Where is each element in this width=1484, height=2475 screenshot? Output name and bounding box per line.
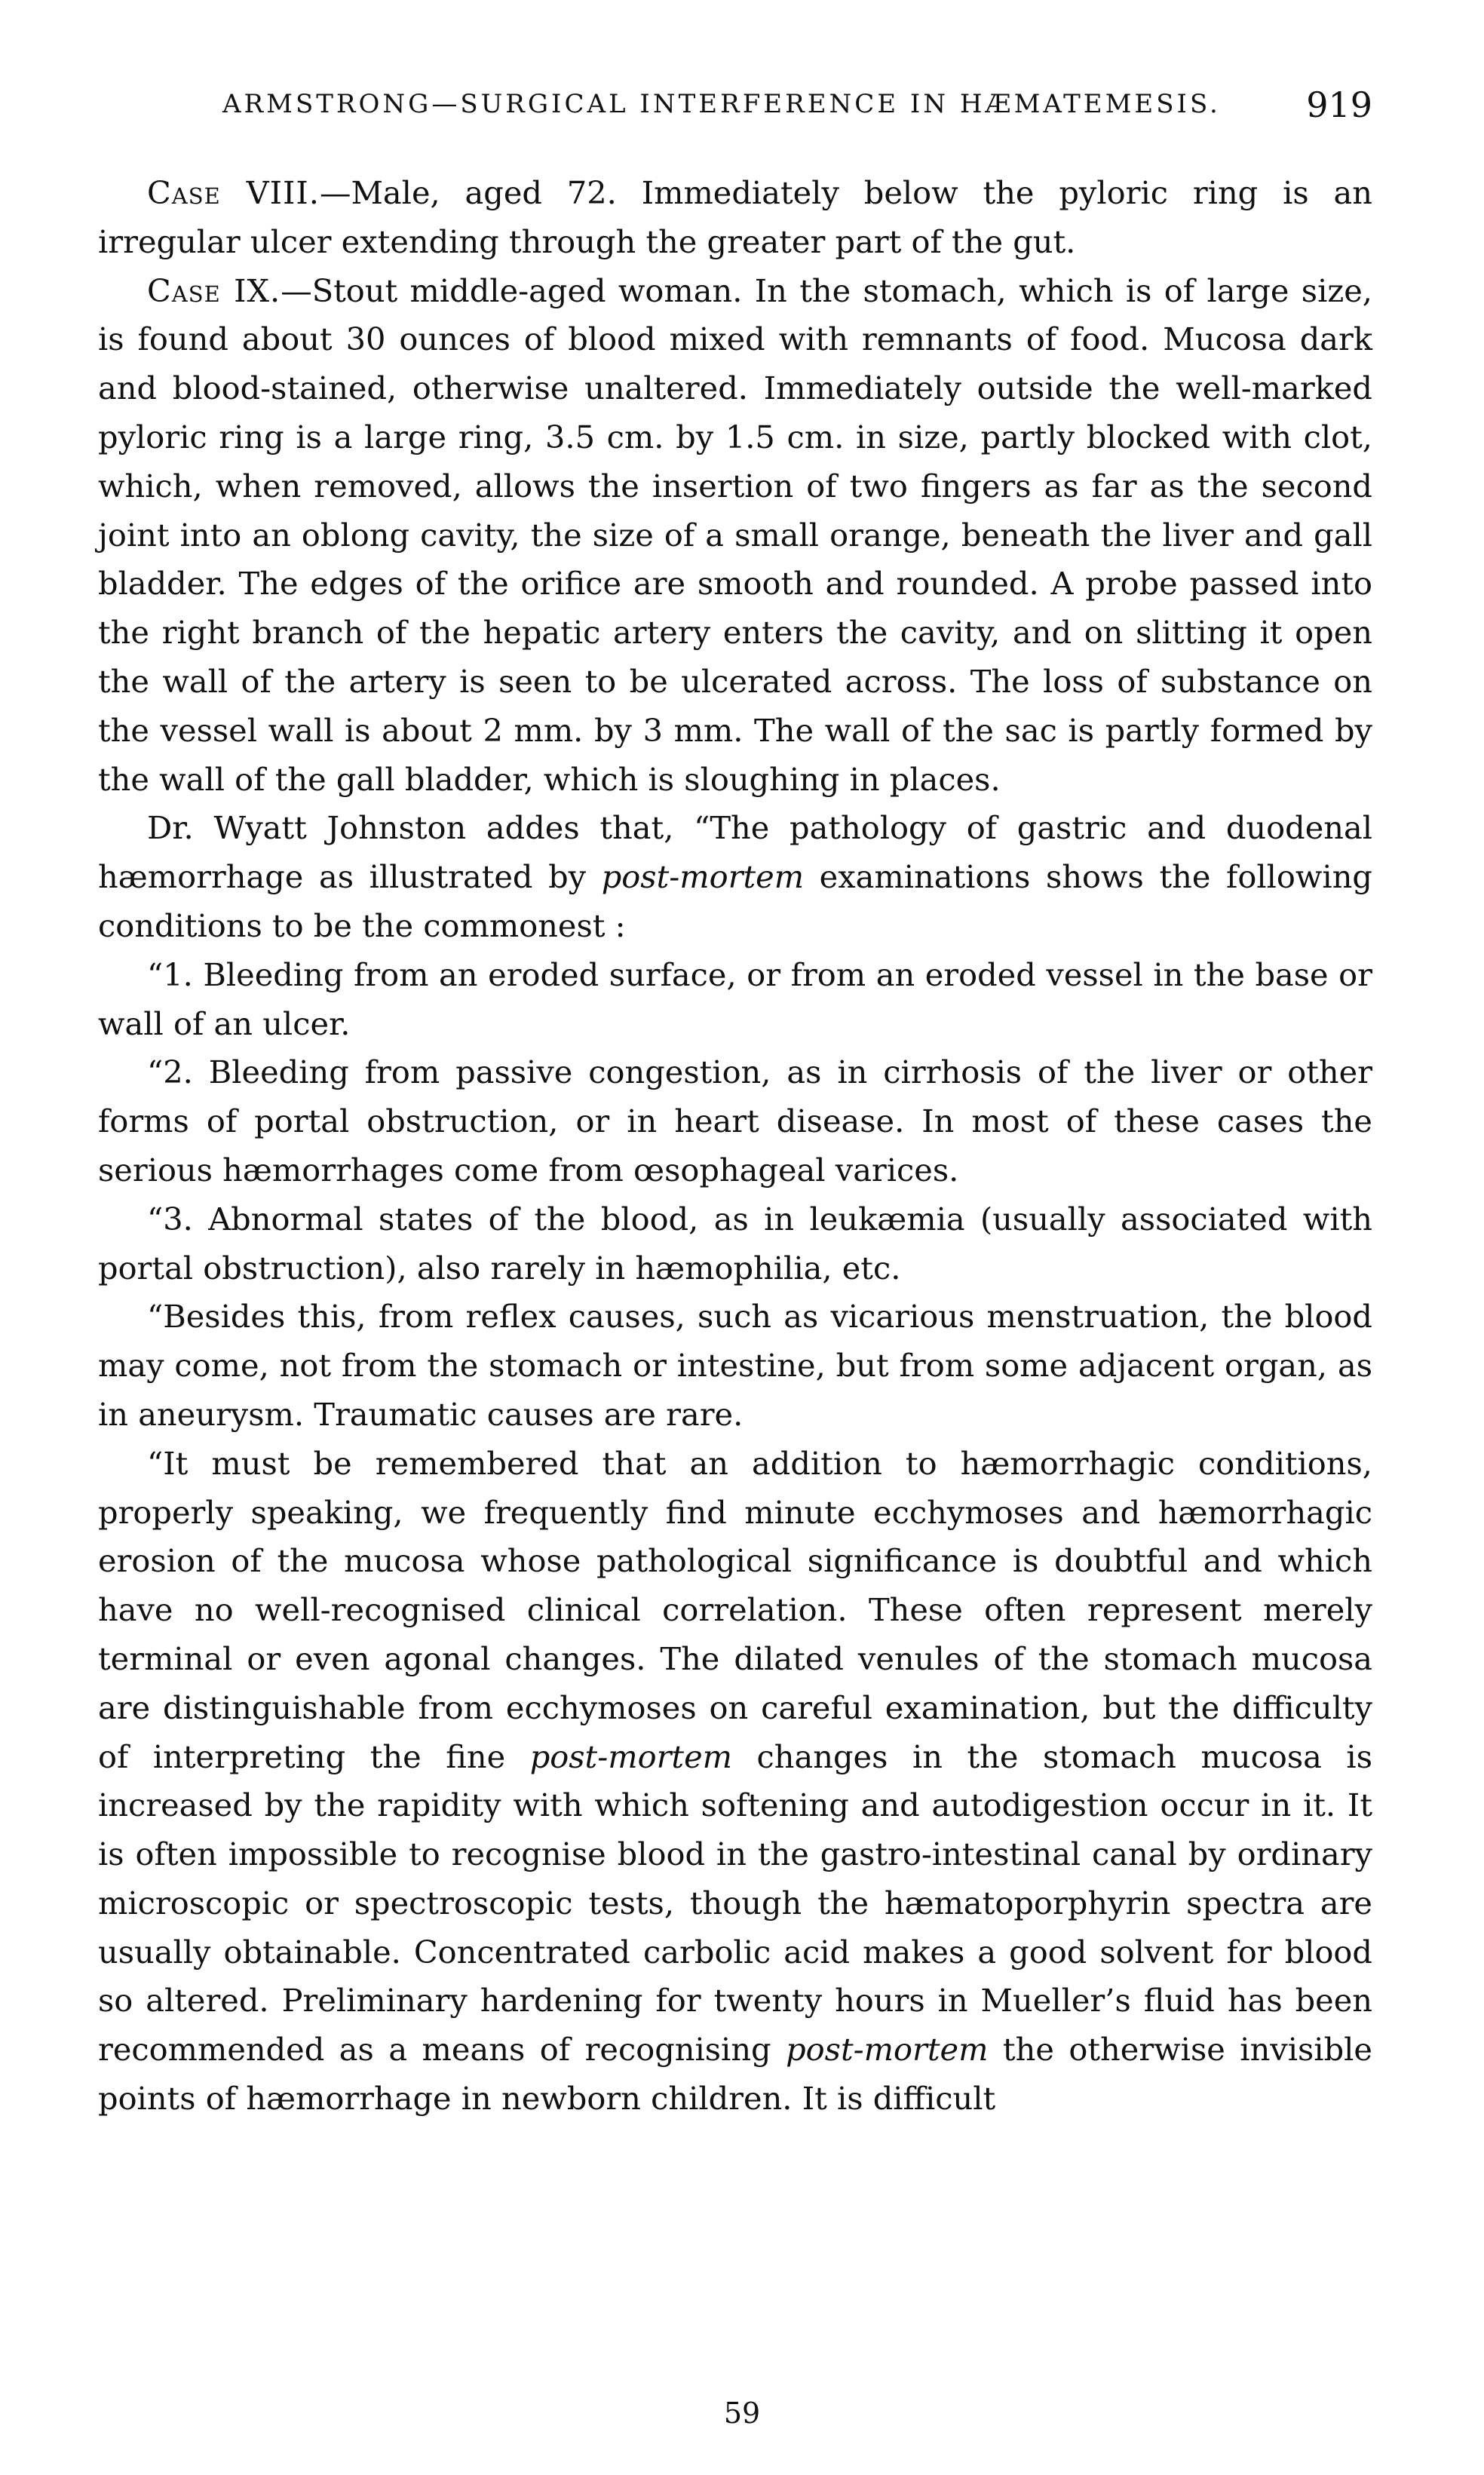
remember-paragraph	[98, 1440, 1372, 2124]
post-mortem-term: post-mortem	[529, 1737, 733, 1775]
remember-text-c: the otherwise invisible points of hæmorrhage in newborn children. It is difficult	[98, 2031, 1372, 2118]
johnston-intro-text: Dr. Wyatt Johnston addes that, “The pathology of gastric and duodenal hæmorrhage as illustrated by	[98, 809, 1372, 896]
signature-mark: 59	[723, 2397, 761, 2430]
body-text	[98, 169, 1372, 2124]
johnston-intro-paragraph	[98, 804, 1372, 950]
case-ix-paragraph	[98, 267, 1372, 805]
condition-3-paragraph: “3. Abnormal states of the blood, as in leukæmia (usually associated with portal obstruction), also rarely in hæmophilia, etc.	[98, 1200, 1372, 1287]
post-mortem-term: post-mortem	[786, 2031, 989, 2069]
condition-1-paragraph: “1. Bleeding from an eroded surface, or from an eroded vessel in the base or wall of an ulcer.	[98, 955, 1372, 1042]
remember-text-a: “It must be remembered that an addition to hæmorrhagic conditions, properly speaking, we frequently find minute ecchymoses and hæmorrhagic erosion of the mucosa whose pathological significance is doubtful and which have no well-recognised clinical correlation. These often represent merely terminal or even agonal changes. The dilated venules of the stomach mucosa are distinguishable from ecchymoses on careful examination, but the difficulty of interpreting the fine	[98, 1444, 1372, 1775]
case-ix-text: —Stout middle-aged woman. In the stomach, which is of large size, is found about 30 ounces of blood mixed with remnants of food. Mucosa dark and blood-stained, otherwise unaltered. Immediately outside the well-marked pyloric ring is a large ring, 3.5 cm. by 1.5 cm. in size, partly blocked with clot, which, when removed, allows the insertion of two fingers as far as the second joint into an oblong cavity, the size of a small orange, beneath the liver and gall bladder. The edges of the orifice are smooth and rounded. A probe passed into the right branch of the hepatic artery enters the cavity, and on slitting it open the wall of the artery is seen to be ulcerated across. The loss of substance on the vessel wall is about 2 mm. by 3 mm. The wall of the sac is partly formed by the wall of the gall bladder, which is sloughing in places.	[98, 271, 1372, 798]
case-viii-paragraph	[98, 169, 1372, 267]
page-footer	[0, 2397, 1484, 2430]
condition-2-paragraph: “2. Bleeding from passive congestion, as in cirrhosis of the liver or other forms of portal obstruction, or in heart disease. In most of these cases the serious hæmorrhages come from œsophageal varices.	[98, 1053, 1372, 1188]
running-head: ARMSTRONG—SURGICAL INTERFERENCE IN HÆMATEMESIS.	[222, 89, 1221, 119]
case-ix-label: Case IX.	[147, 271, 281, 309]
page-number: 919	[1306, 84, 1372, 125]
johnston-intro-text-end: examinations shows the following conditions to be the commonest :	[98, 858, 1372, 944]
besides-paragraph: “Besides this, from reflex causes, such as vicarious menstruation, the blood may come, not from the stomach or intestine, but from some adjacent organ, as in aneurysm. Traumatic causes are rare.	[98, 1298, 1372, 1433]
remember-text-b: changes in the stomach mucosa is increased by the rapidity with which softening and autodigestion occur in it. It is often impossible to recognise blood in the gastro-intestinal canal by ordinary microscopic or spectroscopic tests, though the hæmatoporphyrin spectra are usually obtainable. Concentrated carbolic acid makes a good solvent for blood so altered. Preliminary hardening for twenty hours in Mueller’s fluid has been recommended as a means of recognising	[98, 1737, 1372, 2069]
case-viii-label: Case VIII.	[147, 174, 320, 211]
page-header	[98, 84, 1372, 134]
case-viii-text: —Male, aged 72. Immediately below the pyloric ring is an irregular ulcer extending through the greater part of the gut.	[98, 174, 1372, 260]
post-mortem-term: post-mortem	[601, 858, 805, 896]
